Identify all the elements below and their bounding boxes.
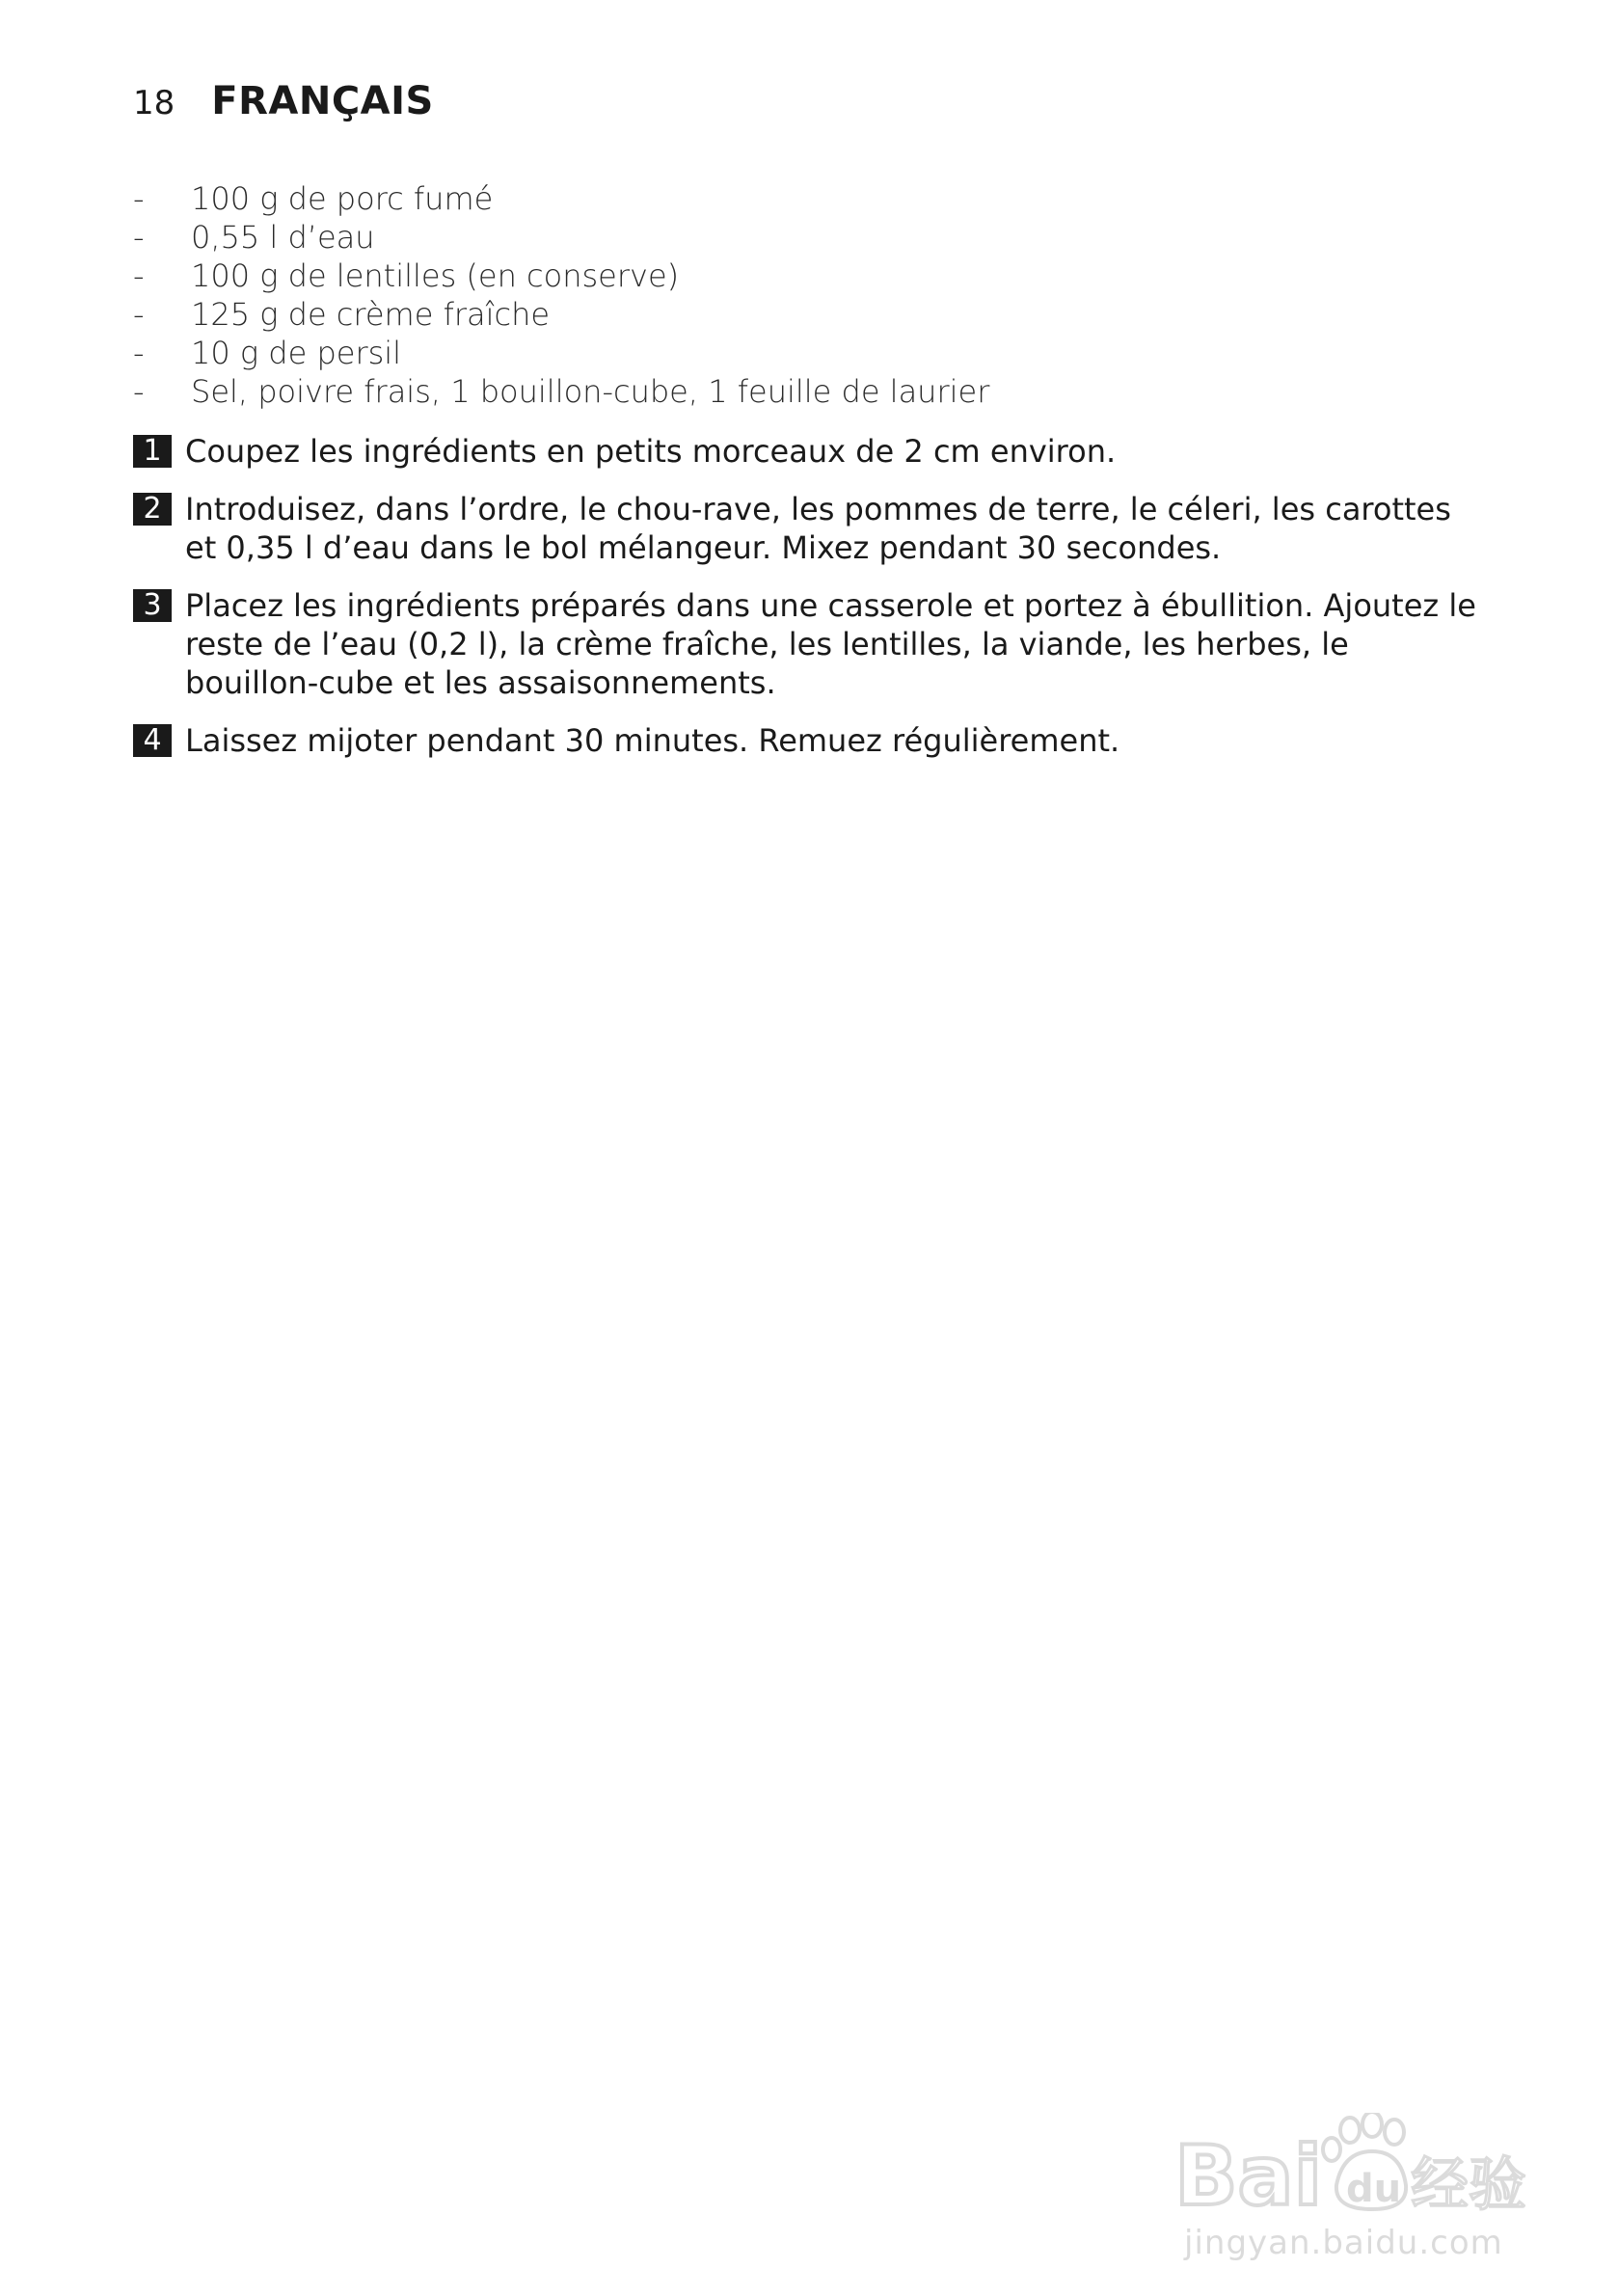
step-item bbox=[133, 490, 1483, 567]
ingredient-text: 100 g de porc fumé bbox=[191, 180, 494, 217]
step-number-badge: 4 bbox=[133, 724, 172, 757]
baidu-paw-logo-icon bbox=[1174, 2113, 1560, 2228]
step-item bbox=[133, 721, 1483, 760]
step-text: Introduisez, dans l’ordre, le chou-rave, les pommes de terre, le céleri, les carottes et 0,35 l d’eau dans le bol mélangeur. Mixez pendant 30 secondes. bbox=[185, 491, 1451, 566]
step-number-badge: 2 bbox=[133, 493, 172, 526]
list-dash: - bbox=[133, 180, 145, 217]
ingredient-text: 10 g de persil bbox=[191, 335, 402, 371]
svg-text:经验: 经验 bbox=[1411, 2151, 1526, 2219]
svg-text:Bai: Bai bbox=[1174, 2128, 1323, 2225]
list-dash: - bbox=[133, 373, 145, 410]
list-item bbox=[133, 179, 989, 218]
step-list bbox=[133, 432, 1483, 779]
section-title: FRANÇAIS bbox=[211, 79, 434, 123]
page-number: 18 bbox=[133, 84, 175, 122]
svg-text:du: du bbox=[1346, 2167, 1402, 2211]
ingredient-list bbox=[133, 179, 989, 411]
ingredient-text: 100 g de lentilles (en conserve) bbox=[191, 257, 680, 294]
list-dash: - bbox=[133, 257, 145, 294]
step-text: Laissez mijoter pendant 30 minutes. Remuez régulièrement. bbox=[185, 722, 1120, 759]
list-dash: - bbox=[133, 219, 145, 256]
baidu-watermark bbox=[1174, 2084, 1560, 2277]
step-item bbox=[133, 586, 1483, 702]
step-number-badge: 1 bbox=[133, 435, 172, 468]
list-item bbox=[133, 295, 989, 334]
list-dash: - bbox=[133, 296, 145, 333]
watermark-url: jingyan.baidu.com bbox=[1184, 2224, 1503, 2262]
list-item bbox=[133, 372, 989, 411]
list-dash: - bbox=[133, 335, 145, 371]
step-text: Coupez les ingrédients en petits morceaux de 2 cm environ. bbox=[185, 433, 1117, 470]
step-number-badge: 3 bbox=[133, 589, 172, 622]
list-item bbox=[133, 334, 989, 372]
ingredient-text: Sel, poivre frais, 1 bouillon-cube, 1 feuille de laurier bbox=[191, 373, 990, 410]
step-item bbox=[133, 432, 1483, 471]
step-text: Placez les ingrédients préparés dans une casserole et portez à ébullition. Ajoutez le reste de l’eau (0,2 l), la crème fraîche, les lentilles, la viande, les herbes, le bouillon-cube et les assaisonnements. bbox=[185, 587, 1476, 701]
ingredient-text: 0,55 l d’eau bbox=[191, 219, 375, 256]
list-item bbox=[133, 257, 989, 295]
ingredient-text: 125 g de crème fraîche bbox=[191, 296, 551, 333]
list-item bbox=[133, 218, 989, 257]
page-header bbox=[133, 79, 434, 123]
